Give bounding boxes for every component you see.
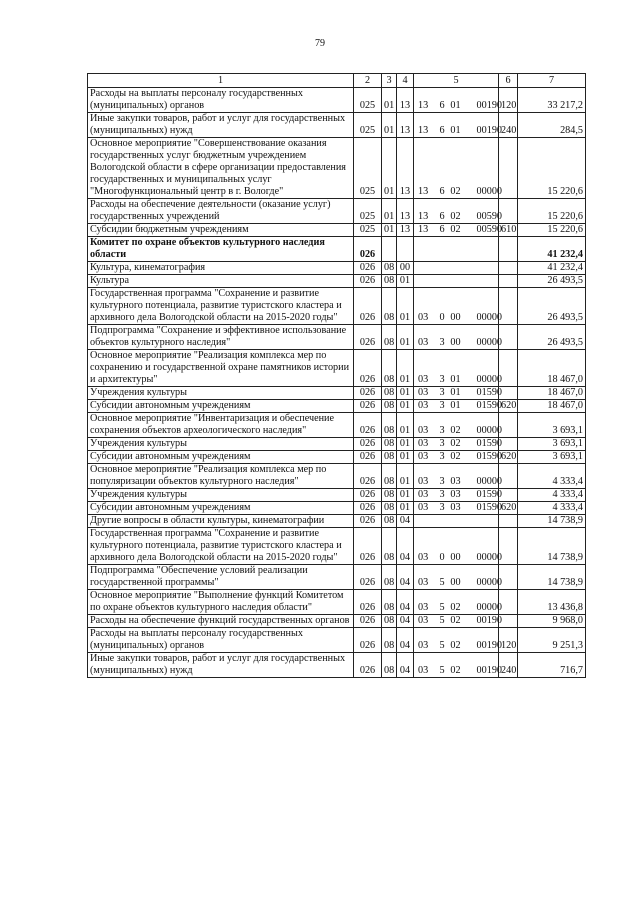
target-article-part: 00190 [476, 640, 502, 651]
row-code-admin: 025 [354, 138, 382, 199]
target-article-part: 00000 [476, 186, 502, 197]
row-amount: 26 493,5 [518, 288, 586, 325]
target-article-part: 03 [418, 337, 429, 348]
row-name: Комитет по охране объектов культурного наследия области [88, 237, 354, 262]
target-article-part: 03 [418, 602, 429, 613]
target-article-part: 02 [450, 186, 461, 197]
target-article-part: 02 [450, 451, 461, 462]
row-section: 01 [382, 113, 397, 138]
target-article-part: 02 [450, 438, 461, 449]
row-name: Субсидии автономным учреждениям [88, 400, 354, 413]
target-article-part: 02 [450, 615, 461, 626]
row-code-admin: 026 [354, 590, 382, 615]
target-article-part: 00000 [476, 374, 502, 385]
target-article-part: 13 [418, 125, 429, 136]
row-subsection: 13 [397, 88, 414, 113]
target-article-part: 0 [439, 312, 445, 323]
target-article-part: 13 [418, 211, 429, 222]
row-code-admin: 026 [354, 653, 382, 678]
row-section: 08 [382, 275, 397, 288]
row-code-admin: 025 [354, 88, 382, 113]
row-subsection: 04 [397, 628, 414, 653]
row-amount: 3 693,1 [518, 451, 586, 464]
row-name: Расходы на обеспечение деятельности (оказание услуг) государственных учреждений [88, 199, 354, 224]
row-expense-type [499, 262, 518, 275]
header-cell: 2 [354, 74, 382, 88]
target-article-part: 6 [439, 211, 445, 222]
row-code-admin: 026 [354, 565, 382, 590]
row-code-admin: 025 [354, 224, 382, 237]
row-subsection: 01 [397, 438, 414, 451]
row-section: 08 [382, 451, 397, 464]
row-code-admin: 026 [354, 262, 382, 275]
row-amount: 14 738,9 [518, 565, 586, 590]
row-name: Культура, кинематография [88, 262, 354, 275]
row-amount: 18 467,0 [518, 387, 586, 400]
table-row [88, 615, 586, 628]
table-row [88, 653, 586, 678]
target-article-part: 5 [439, 665, 445, 676]
row-subsection: 13 [397, 113, 414, 138]
row-amount: 4 333,4 [518, 502, 586, 515]
row-subsection: 01 [397, 387, 414, 400]
header-cell: 5 [414, 74, 499, 88]
row-section: 08 [382, 325, 397, 350]
target-article-part: 03 [418, 374, 429, 385]
target-article-part: 3 [439, 476, 445, 487]
row-expense-type [499, 237, 518, 262]
target-article-part: 00000 [476, 476, 502, 487]
header-cell: 4 [397, 74, 414, 88]
row-subsection: 01 [397, 400, 414, 413]
target-article-part: 00190 [476, 125, 502, 136]
target-article-part: 5 [439, 577, 445, 588]
row-name: Подпрограмма "Сохранение и эффективное использование объектов культурного наследия" [88, 325, 354, 350]
table-row [88, 88, 586, 113]
row-target-article [414, 325, 502, 350]
row-expense-type [499, 515, 518, 528]
row-amount: 284,5 [518, 113, 586, 138]
row-subsection: 04 [397, 528, 414, 565]
row-subsection: 01 [397, 451, 414, 464]
row-section: 08 [382, 628, 397, 653]
header-cell: 7 [518, 74, 586, 88]
table-row [88, 438, 586, 451]
row-code-admin: 026 [354, 451, 382, 464]
row-section: 08 [382, 515, 397, 528]
target-article-part: 02 [450, 425, 461, 436]
row-subsection: 01 [397, 464, 414, 489]
row-subsection: 04 [397, 653, 414, 678]
row-target-article [414, 275, 499, 288]
target-article-part: 03 [418, 640, 429, 651]
target-article-part: 13 [418, 186, 429, 197]
row-amount: 18 467,0 [518, 350, 586, 387]
table-row [88, 138, 586, 199]
target-article-part: 03 [418, 489, 429, 500]
target-article-part: 01590 [476, 502, 502, 513]
row-expense-type: 620 [499, 502, 518, 515]
row-name: Подпрограмма "Обеспечение условий реализации государственной программы" [88, 565, 354, 590]
row-name: Основное мероприятие "Реализация комплекса мер по популяризации объектов культурного наследия" [88, 464, 354, 489]
row-code-admin: 026 [354, 438, 382, 451]
row-section: 08 [382, 590, 397, 615]
row-target-article [414, 628, 502, 653]
row-code-admin: 026 [354, 400, 382, 413]
target-article-part: 6 [439, 125, 445, 136]
target-article-part: 02 [450, 665, 461, 676]
row-target-article [414, 350, 502, 387]
row-amount: 4 333,4 [518, 464, 586, 489]
target-article-part: 00000 [476, 602, 502, 613]
row-section: 08 [382, 464, 397, 489]
target-article-part: 03 [418, 400, 429, 411]
target-article-part: 03 [418, 502, 429, 513]
table-row [88, 464, 586, 489]
row-amount: 15 220,6 [518, 224, 586, 237]
row-target-article [414, 515, 499, 528]
row-section: 08 [382, 288, 397, 325]
row-section: 01 [382, 138, 397, 199]
row-target-article [414, 199, 502, 224]
row-name: Расходы на выплаты персоналу государственных (муниципальных) органов [88, 88, 354, 113]
target-article-part: 03 [450, 489, 461, 500]
row-name: Расходы на обеспечение функций государственных органов [88, 615, 354, 628]
row-target-article [414, 502, 502, 515]
row-code-admin: 026 [354, 413, 382, 438]
target-article-part: 03 [418, 665, 429, 676]
row-target-article [414, 224, 502, 237]
target-article-part: 03 [418, 425, 429, 436]
row-amount: 716,7 [518, 653, 586, 678]
row-subsection [397, 237, 414, 262]
row-name: Культура [88, 275, 354, 288]
target-article-part: 03 [418, 312, 429, 323]
row-expense-type: 610 [499, 224, 518, 237]
target-article-part: 00190 [476, 100, 502, 111]
row-target-article [414, 413, 502, 438]
row-subsection: 01 [397, 350, 414, 387]
target-article-part: 00000 [476, 577, 502, 588]
row-subsection: 04 [397, 565, 414, 590]
target-article-part: 00190 [476, 615, 502, 626]
target-article-part: 6 [439, 100, 445, 111]
target-article-part: 01 [450, 374, 461, 385]
row-section: 01 [382, 88, 397, 113]
row-section: 01 [382, 224, 397, 237]
target-article-part: 01 [450, 100, 461, 111]
row-subsection: 04 [397, 590, 414, 615]
row-name: Субсидии автономным учреждениям [88, 502, 354, 515]
target-article-part: 00000 [476, 337, 502, 348]
row-amount: 14 738,9 [518, 515, 586, 528]
row-expense-type: 620 [499, 400, 518, 413]
table-row [88, 275, 586, 288]
row-target-article [414, 400, 502, 413]
row-section: 08 [382, 502, 397, 515]
row-subsection: 01 [397, 325, 414, 350]
target-article-part: 02 [450, 224, 461, 235]
row-target-article [414, 88, 502, 113]
target-article-part: 3 [439, 374, 445, 385]
row-amount: 13 436,8 [518, 590, 586, 615]
target-article-part: 00590 [476, 211, 502, 222]
target-article-part: 01 [450, 400, 461, 411]
row-expense-type: 120 [499, 88, 518, 113]
row-code-admin: 025 [354, 113, 382, 138]
row-section: 08 [382, 489, 397, 502]
target-article-part: 01590 [476, 489, 502, 500]
row-amount: 41 232,4 [518, 262, 586, 275]
row-target-article [414, 653, 502, 678]
header-cell: 3 [382, 74, 397, 88]
target-article-part: 5 [439, 602, 445, 613]
row-amount: 15 220,6 [518, 138, 586, 199]
table-row [88, 413, 586, 438]
row-name: Субсидии бюджетным учреждениям [88, 224, 354, 237]
target-article-part: 00 [450, 337, 461, 348]
budget-table [87, 73, 586, 678]
row-target-article [414, 464, 502, 489]
target-article-part: 3 [439, 502, 445, 513]
target-article-part: 03 [450, 476, 461, 487]
row-target-article [414, 565, 502, 590]
row-code-admin: 026 [354, 387, 382, 400]
row-name: Государственная программа "Сохранение и развитие культурного потенциала, развитие туристского кластера и архивного дела Вологодской области на 2015-2020 годы" [88, 528, 354, 565]
row-amount: 9 251,3 [518, 628, 586, 653]
target-article-part: 03 [418, 438, 429, 449]
target-article-part: 03 [418, 615, 429, 626]
table-row [88, 350, 586, 387]
table-row [88, 262, 586, 275]
header-cell: 1 [88, 74, 354, 88]
target-article-part: 6 [439, 186, 445, 197]
row-amount: 4 333,4 [518, 489, 586, 502]
row-code-admin: 026 [354, 515, 382, 528]
target-article-part: 03 [418, 552, 429, 563]
page-number: 79 [315, 38, 325, 49]
row-code-admin: 026 [354, 615, 382, 628]
target-article-part: 03 [418, 577, 429, 588]
table-row [88, 451, 586, 464]
row-amount: 14 738,9 [518, 528, 586, 565]
row-code-admin: 026 [354, 275, 382, 288]
row-subsection: 13 [397, 138, 414, 199]
target-article-part: 3 [439, 489, 445, 500]
row-section: 08 [382, 262, 397, 275]
target-article-part: 01 [450, 125, 461, 136]
target-article-part: 3 [439, 400, 445, 411]
table-row [88, 528, 586, 565]
row-name: Учреждения культуры [88, 438, 354, 451]
target-article-part: 03 [450, 502, 461, 513]
row-section [382, 237, 397, 262]
header-row [88, 74, 586, 88]
row-amount: 26 493,5 [518, 325, 586, 350]
target-article-part: 3 [439, 387, 445, 398]
target-article-part: 5 [439, 615, 445, 626]
target-article-part: 01590 [476, 451, 502, 462]
row-expense-type [499, 275, 518, 288]
row-code-admin: 026 [354, 350, 382, 387]
row-subsection: 13 [397, 224, 414, 237]
header-cell: 6 [499, 74, 518, 88]
row-name: Расходы на выплаты персоналу государственных (муниципальных) органов [88, 628, 354, 653]
target-article-part: 03 [418, 476, 429, 487]
target-article-part: 3 [439, 438, 445, 449]
row-target-article [414, 615, 502, 628]
row-section: 08 [382, 400, 397, 413]
row-name: Иные закупки товаров, работ и услуг для государственных (муниципальных) нужд [88, 653, 354, 678]
row-section: 08 [382, 438, 397, 451]
row-name: Субсидии автономным учреждениям [88, 451, 354, 464]
row-section: 08 [382, 350, 397, 387]
target-article-part: 00 [450, 312, 461, 323]
target-article-part: 01 [450, 387, 461, 398]
target-article-part: 00 [450, 577, 461, 588]
row-subsection: 13 [397, 199, 414, 224]
target-article-part: 6 [439, 224, 445, 235]
row-target-article [414, 262, 499, 275]
row-section: 08 [382, 413, 397, 438]
row-section: 08 [382, 653, 397, 678]
target-article-part: 01590 [476, 438, 502, 449]
row-target-article [414, 451, 502, 464]
row-code-admin: 026 [354, 288, 382, 325]
row-subsection: 01 [397, 489, 414, 502]
target-article-part: 03 [418, 387, 429, 398]
row-target-article [414, 528, 502, 565]
target-article-part: 13 [418, 100, 429, 111]
table-row [88, 628, 586, 653]
row-amount: 18 467,0 [518, 400, 586, 413]
table-row [88, 237, 586, 262]
row-target-article [414, 489, 502, 502]
table-row [88, 565, 586, 590]
row-subsection: 01 [397, 288, 414, 325]
target-article-part: 00000 [476, 312, 502, 323]
table-row [88, 199, 586, 224]
table-row [88, 400, 586, 413]
row-expense-type: 620 [499, 451, 518, 464]
row-name: Основное мероприятие "Реализация комплекса мер по сохранению и государственной охране памятников истории и архитектуры" [88, 350, 354, 387]
row-target-article [414, 138, 502, 199]
row-subsection: 04 [397, 615, 414, 628]
row-code-admin: 026 [354, 464, 382, 489]
row-amount: 26 493,5 [518, 275, 586, 288]
target-article-part: 00000 [476, 425, 502, 436]
target-article-part: 0 [439, 552, 445, 563]
row-expense-type: 240 [499, 653, 518, 678]
table-row [88, 515, 586, 528]
row-name: Иные закупки товаров, работ и услуг для государственных (муниципальных) нужд [88, 113, 354, 138]
target-article-part: 02 [450, 211, 461, 222]
row-name: Основное мероприятие "Совершенствование оказания государственных услуг бюджетным учреждением Вологодской области в сфере организации предоставления государственных и муниципальных услуг "Многофункциональный центр в г. Вологде" [88, 138, 354, 199]
row-name: Государственная программа "Сохранение и развитие культурного потенциала, развитие туристского кластера и архивного дела Вологодской области на 2015-2020 годы" [88, 288, 354, 325]
target-article-part: 00190 [476, 665, 502, 676]
table-row [88, 113, 586, 138]
table-row [88, 489, 586, 502]
table-row [88, 325, 586, 350]
table-row [88, 502, 586, 515]
row-code-admin: 026 [354, 237, 382, 262]
row-section: 08 [382, 615, 397, 628]
target-article-part: 3 [439, 425, 445, 436]
table-row [88, 224, 586, 237]
target-article-part: 00000 [476, 552, 502, 563]
row-code-admin: 026 [354, 325, 382, 350]
row-name: Основное мероприятие "Инвентаризация и обеспечение сохранения объектов археологического наследия" [88, 413, 354, 438]
target-article-part: 3 [439, 337, 445, 348]
target-article-part: 00 [450, 552, 461, 563]
row-expense-type: 120 [499, 628, 518, 653]
row-amount: 3 693,1 [518, 438, 586, 451]
table-row [88, 288, 586, 325]
table-row [88, 387, 586, 400]
row-code-admin: 026 [354, 628, 382, 653]
target-article-part: 13 [418, 224, 429, 235]
target-article-part: 03 [418, 451, 429, 462]
row-code-admin: 026 [354, 528, 382, 565]
table-row [88, 590, 586, 615]
target-article-part: 01590 [476, 387, 502, 398]
row-code-admin: 025 [354, 199, 382, 224]
row-subsection: 00 [397, 262, 414, 275]
row-code-admin: 026 [354, 489, 382, 502]
row-name: Учреждения культуры [88, 387, 354, 400]
target-article-part: 02 [450, 602, 461, 613]
target-article-part: 01590 [476, 400, 502, 411]
row-section: 08 [382, 528, 397, 565]
row-target-article [414, 113, 502, 138]
row-subsection: 04 [397, 515, 414, 528]
row-subsection: 01 [397, 413, 414, 438]
row-section: 08 [382, 565, 397, 590]
row-amount: 15 220,6 [518, 199, 586, 224]
row-section: 08 [382, 387, 397, 400]
row-code-admin: 026 [354, 502, 382, 515]
target-article-part: 5 [439, 640, 445, 651]
target-article-part: 00590 [476, 224, 502, 235]
row-amount: 41 232,4 [518, 237, 586, 262]
row-subsection: 01 [397, 502, 414, 515]
row-name: Учреждения культуры [88, 489, 354, 502]
row-name: Основное мероприятие "Выполнение функций Комитетом по охране объектов культурного наследия области" [88, 590, 354, 615]
row-amount: 9 968,0 [518, 615, 586, 628]
row-expense-type: 240 [499, 113, 518, 138]
target-article-part: 3 [439, 451, 445, 462]
row-name: Другие вопросы в области культуры, кинематографии [88, 515, 354, 528]
row-subsection: 01 [397, 275, 414, 288]
row-target-article [414, 288, 502, 325]
target-article-part: 02 [450, 640, 461, 651]
row-target-article [414, 590, 502, 615]
row-section: 01 [382, 199, 397, 224]
row-target-article [414, 387, 502, 400]
row-amount: 33 217,2 [518, 88, 586, 113]
row-amount: 3 693,1 [518, 413, 586, 438]
row-target-article [414, 237, 499, 262]
row-target-article [414, 438, 502, 451]
